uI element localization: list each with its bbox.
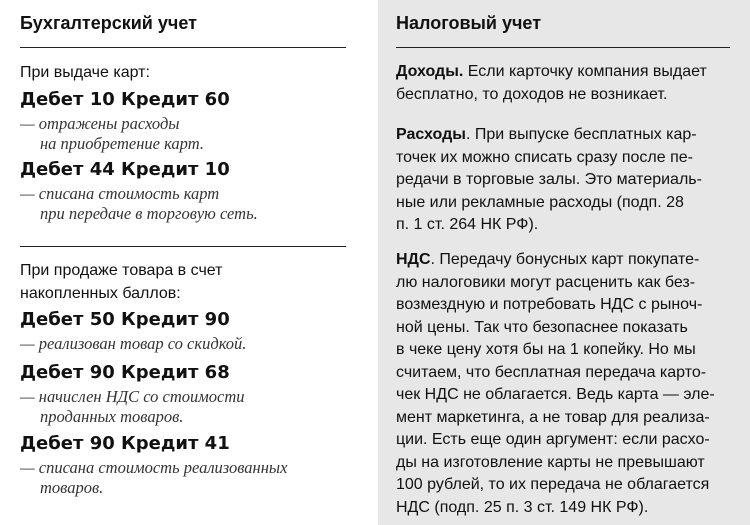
paragraph-line: точек их можно списать сразу после пе- xyxy=(396,148,693,166)
paragraph-line: ной цены. Так что безопаснее показать xyxy=(396,318,688,336)
entry-title: Дебет 44 Кредит 10 xyxy=(20,159,230,180)
paragraph-line: в чеке цену хотя бы на 1 копейку. Но мы xyxy=(396,341,696,358)
entry-description-line: — начислен НДС со стоимости xyxy=(20,387,245,406)
sale-intro xyxy=(20,259,350,305)
paragraph-text: . При выпуске бесплатных кар- xyxy=(465,126,697,143)
paragraph-line: НДС (подп. 25 п. 3 ст. 149 НК РФ). xyxy=(396,498,649,516)
entry-description xyxy=(20,387,360,427)
entry-description-line: — списана стоимость реализованных xyxy=(20,458,288,477)
paragraph-line: п. 1 ст. 264 НК РФ). xyxy=(396,216,539,233)
entry-description-line: на приобретение карт. xyxy=(40,134,204,153)
entry-debit-50-credit-90 xyxy=(20,308,360,354)
entry-debit-90-credit-68 xyxy=(20,361,360,427)
paragraph-line: ды на изготовление карты не превышают xyxy=(396,453,705,471)
entry-title: Дебет 10 Кредит 60 xyxy=(20,89,230,110)
entry-description xyxy=(20,184,360,224)
entry-description-line: — списана стоимость карт xyxy=(20,184,220,203)
entry-debit-44-credit-10 xyxy=(20,158,360,224)
title-divider xyxy=(396,47,730,48)
paragraph-line: 100 рублей, то их передача не облагается xyxy=(396,476,710,493)
entry-description-line: при передаче в торговую сеть. xyxy=(40,204,258,223)
paragraph-line xyxy=(396,124,736,147)
entry-description xyxy=(20,458,360,498)
paragraph-text: . Передачу бонусных карт покупате- xyxy=(430,251,700,268)
paragraph-line: редачи в торговые залы. Это материаль- xyxy=(396,171,702,188)
paragraph-line xyxy=(396,61,736,84)
paragraph-line: лю налоговики могут расценить как без- xyxy=(396,273,696,291)
entry-description-line: — реализован товар со скидкой. xyxy=(20,334,247,353)
tax-column xyxy=(378,0,750,525)
tax-title: Налоговый учет xyxy=(396,13,542,33)
paragraph-line: возмездную и потребовать НДС с рыноч- xyxy=(396,296,703,313)
accounting-title: Бухгалтерский учет xyxy=(20,13,197,33)
entry-description-line: товаров. xyxy=(40,478,104,497)
income-paragraph xyxy=(396,61,736,106)
title-divider xyxy=(20,47,346,48)
section-divider xyxy=(20,246,346,247)
vat-lead: НДС xyxy=(396,251,431,268)
paragraph-line: мент маркетинга, а не товар для реализа- xyxy=(396,408,710,426)
entry-description xyxy=(20,114,360,154)
entry-title: Дебет 50 Кредит 90 xyxy=(20,309,230,330)
expenses-paragraph xyxy=(396,124,736,237)
vat-paragraph xyxy=(396,249,736,519)
paragraph-line: ные или рекламные расходы (подп. 28 xyxy=(396,193,684,211)
paragraph-line xyxy=(396,249,736,272)
paragraph-line: чек НДС не облагается. Ведь карта — эле- xyxy=(396,386,715,403)
paragraph-line: бесплатно, то доходов не возникает. xyxy=(396,85,668,103)
paragraph-line: считаем, что бесплатная передача карто- xyxy=(396,363,707,381)
entry-title: Дебет 90 Кредит 41 xyxy=(20,433,230,454)
expenses-lead: Расходы xyxy=(396,126,466,143)
entry-debit-90-credit-41 xyxy=(20,432,360,498)
sale-intro-line: При продаже товара в счет xyxy=(20,262,223,279)
issuance-intro: При выдаче карт: xyxy=(20,64,150,81)
income-lead: Доходы. xyxy=(396,63,464,80)
paragraph-line: ции. Есть еще один аргумент: если расхо- xyxy=(396,431,710,448)
entry-description-line: проданных товаров. xyxy=(40,407,184,426)
paragraph-text: Если карточку компания выдает xyxy=(463,63,707,80)
sale-intro-line: накопленных баллов: xyxy=(20,285,181,302)
entry-description-line: — отражены расходы xyxy=(20,114,180,133)
entry-description xyxy=(20,334,360,354)
entry-title: Дебет 90 Кредит 68 xyxy=(20,362,230,383)
entry-debit-10-credit-60 xyxy=(20,88,360,154)
